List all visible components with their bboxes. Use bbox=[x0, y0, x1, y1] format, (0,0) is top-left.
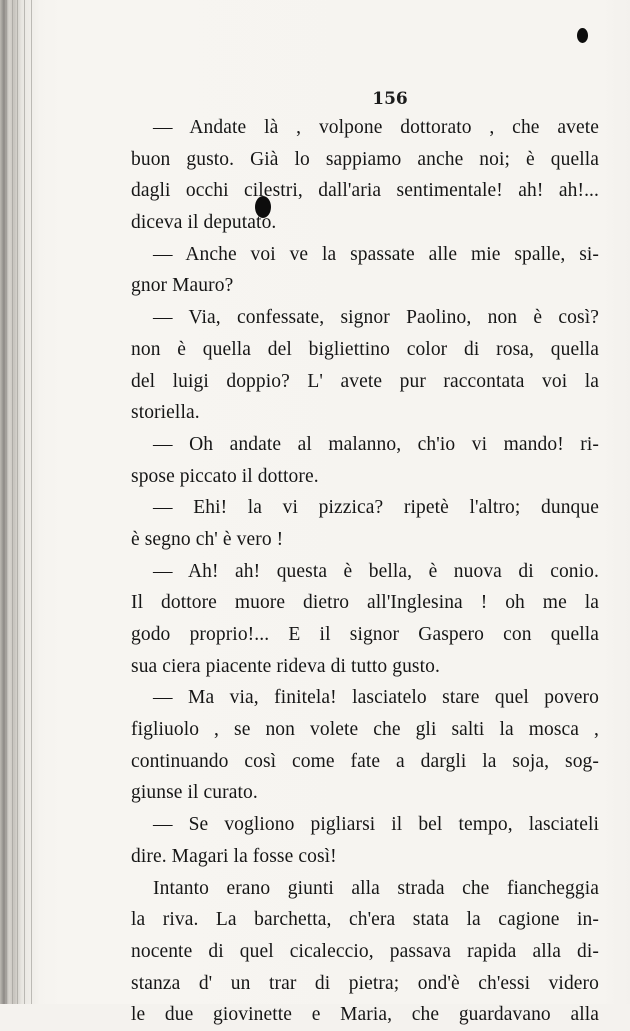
text-line: spose piccato il dottore. bbox=[131, 465, 319, 487]
text-line: la riva. La barchetta, ch'era stata la cagione in- bbox=[131, 909, 599, 931]
text-line: nocente di quel cicaleccio, passava rapida alla di- bbox=[131, 940, 599, 962]
body-text bbox=[131, 112, 599, 1031]
ink-spot-mark bbox=[577, 28, 588, 43]
text-line: continuando così come fate a dargli la soja, sog- bbox=[131, 750, 599, 772]
text-line: — Via, confessate, signor Paolino, non è così? bbox=[153, 307, 599, 329]
text-line: diceva il deputato. bbox=[131, 212, 277, 234]
page-edge-line bbox=[31, 0, 32, 1004]
text-line: figliuolo , se non volete che gli salti la mosca , bbox=[131, 719, 599, 741]
text-line: del luigi doppio? L' avete pur raccontata voi la bbox=[131, 370, 599, 392]
text-line: giunse il curato. bbox=[131, 782, 258, 804]
page-edge-line bbox=[17, 0, 18, 1004]
page-edge-line bbox=[24, 0, 25, 1004]
text-line: sua ciera piacente rideva di tutto gusto. bbox=[131, 655, 440, 677]
text-line: buon gusto. Già lo sappiamo anche noi; è quella bbox=[131, 148, 599, 170]
text-line: — Ehi! la vi pizzica? ripetè l'altro; dunque bbox=[153, 497, 599, 519]
page-edge-line bbox=[6, 0, 7, 1004]
text-line: storiella. bbox=[131, 402, 200, 424]
text-line: dagli occhi cilestri, dall'aria sentimentale! ah! ah!... bbox=[131, 180, 599, 202]
text-line: stanza d' un trar di pietra; ond'è ch'essi videro bbox=[131, 972, 599, 994]
text-line: — Ah! ah! questa è bella, è nuova di conio. bbox=[153, 560, 599, 582]
text-line: — Oh andate al malanno, ch'io vi mando! ri- bbox=[153, 433, 599, 455]
page-edge-line bbox=[12, 0, 13, 1004]
text-line: — Anche voi ve la spassate alle mie spalle, si- bbox=[153, 243, 599, 265]
page-number: 156 bbox=[372, 89, 408, 109]
text-line: le due giovinette e Maria, che guardavano alla bbox=[131, 1004, 599, 1026]
text-line: — Se vogliono pigliarsi il bel tempo, lasciateli bbox=[153, 814, 599, 836]
text-line: — Ma via, finitela! lasciatelo stare quel povero bbox=[153, 687, 599, 709]
text-line: Il dottore muore dietro all'Inglesina ! oh me la bbox=[131, 592, 599, 614]
text-line: dire. Magari la fosse così! bbox=[131, 845, 337, 867]
text-line: non è quella del bigliettino color di rosa, quella bbox=[131, 338, 599, 360]
text-line: gnor Mauro? bbox=[131, 275, 234, 297]
text-line: — Andate là , volpone dottorato , che avete bbox=[153, 117, 599, 138]
text-line: godo proprio!... E il signor Gaspero con quella bbox=[131, 624, 599, 645]
text-line: è segno ch' è vero ! bbox=[131, 528, 284, 550]
text-line: Intanto erano giunti alla strada che fiancheggia bbox=[153, 877, 599, 899]
